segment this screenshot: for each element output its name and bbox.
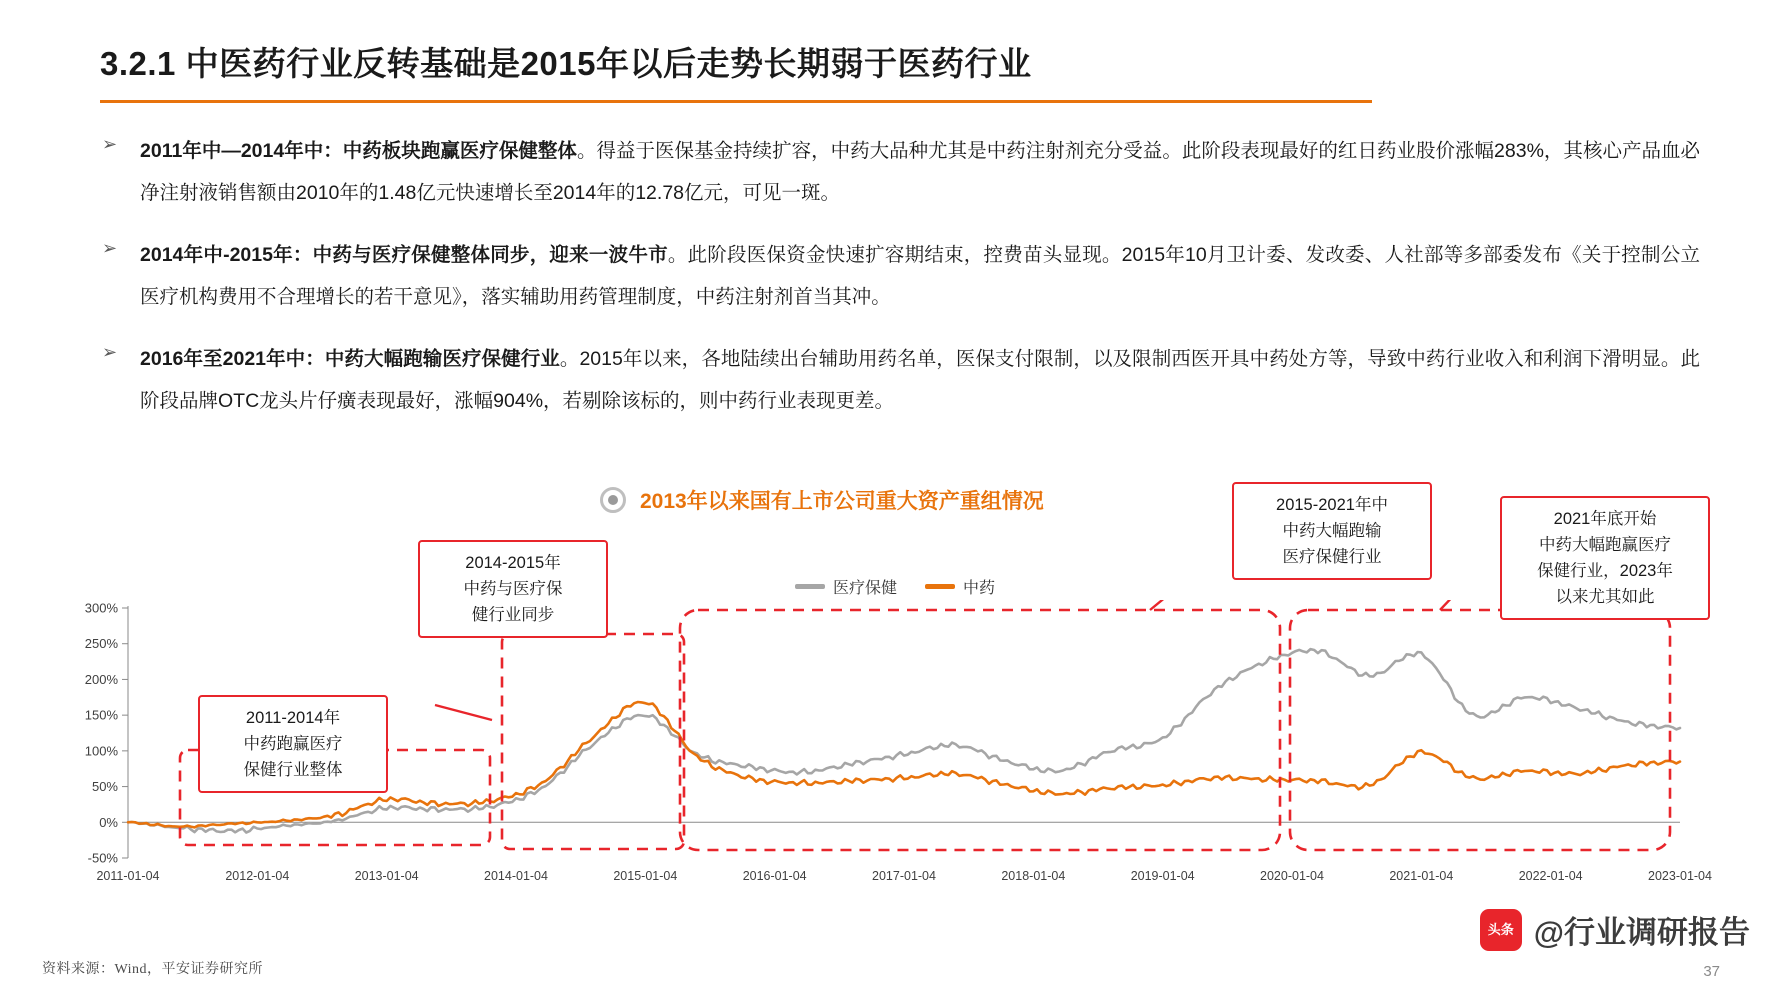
bullet-body: 。2015年以来，各地陆续出台辅助用药名单，医保支付限制，以及限制西医开具中药处方等，导致中药行业收入和利润下滑明显。此阶段品牌OTC龙头片仔癀表现最好，涨幅904%，若剔除该标的，则中药行业表现更差。 (140, 348, 1700, 412)
source-note: 资料来源：Wind，平安证券研究所 (42, 962, 264, 977)
svg-text:200%: 200% (84, 671, 118, 687)
chart-section-heading-label: 2013年以来国有上市公司重大资产重组情况 (640, 490, 1044, 513)
callout-text: 2014-2015年 中药与医疗保 健行业同步 (463, 554, 563, 624)
svg-text:50%: 50% (91, 779, 118, 795)
arrow-bullet-icon: ➢ (102, 134, 118, 154)
watermark (1480, 907, 1750, 952)
bullet-paragraph (140, 338, 1700, 422)
bullet-paragraph (140, 130, 1700, 214)
bullet-lead: 2014年中-2015年：中药与医疗保健整体同步，迎来一波牛市 (140, 244, 668, 266)
svg-text:250%: 250% (84, 636, 118, 652)
callout-2015-2021 (1232, 482, 1432, 580)
callout-text: 2021年底开始 中药大幅跑赢医疗 保健行业，2023年 以来尤其如此 (1537, 510, 1673, 606)
svg-text:2018-01-04: 2018-01-04 (1001, 869, 1066, 883)
page-number: 37 (1703, 963, 1720, 980)
list-item (100, 234, 1700, 318)
svg-text:0%: 0% (99, 814, 118, 830)
list-item (100, 338, 1700, 422)
svg-text:300%: 300% (84, 600, 118, 616)
toutiao-logo-icon: 头条 (1480, 909, 1522, 951)
svg-text:150%: 150% (84, 707, 118, 723)
svg-text:2019-01-04: 2019-01-04 (1130, 869, 1195, 883)
svg-text:2012-01-04: 2012-01-04 (225, 869, 290, 883)
svg-text:2014-01-04: 2014-01-04 (484, 869, 548, 883)
legend-swatch-healthcare (795, 584, 825, 589)
legend-item-healthcare (795, 575, 897, 598)
title-underline (100, 100, 1372, 103)
arrow-bullet-icon: ➢ (102, 238, 118, 258)
bullet-body: 。此阶段医保资金快速扩容期结束，控费苗头显现。2015年10月卫计委、发改委、人社部等多部委发布《关于控制公立医疗机构费用不合理增长的若干意见》，落实辅助用药管理制度，中药注射剂首当其冲。 (140, 244, 1700, 308)
legend-label-tcm: 中药 (963, 580, 996, 597)
svg-text:2013-01-04: 2013-01-04 (354, 869, 419, 883)
chart-legend (795, 575, 995, 598)
svg-text:2020-01-04: 2020-01-04 (1260, 869, 1324, 883)
svg-text:2023-01-04: 2023-01-04 (1648, 869, 1712, 883)
svg-text:100%: 100% (84, 743, 118, 759)
svg-text:2022-01-04: 2022-01-04 (1518, 869, 1583, 883)
svg-text:2015-01-04: 2015-01-04 (613, 869, 678, 883)
bullet-list (100, 130, 1700, 442)
chart-section-heading (600, 485, 1044, 515)
page-title-wrap (100, 38, 1700, 85)
callout-text: 2011-2014年 中药跑赢医疗 保健行业整体 (243, 709, 343, 779)
legend-swatch-tcm (925, 584, 955, 589)
bullseye-icon (600, 487, 626, 513)
watermark-label: @行业调研报告 (1533, 915, 1750, 950)
legend-label-healthcare: 医疗保健 (833, 580, 898, 597)
callout-text: 2015-2021年中 中药大幅跑输 医疗保健行业 (1276, 496, 1388, 566)
svg-text:2011-01-04: 2011-01-04 (96, 869, 160, 883)
legend-item-tcm (925, 575, 995, 598)
list-item (100, 130, 1700, 214)
svg-text:2017-01-04: 2017-01-04 (872, 869, 936, 883)
page-title: 3.2.1 中医药行业反转基础是2015年以后走势长期弱于医药行业 (100, 45, 1032, 82)
svg-text:2021-01-04: 2021-01-04 (1389, 869, 1454, 883)
svg-text:2016-01-04: 2016-01-04 (742, 869, 807, 883)
callout-2014-2015 (418, 540, 608, 638)
svg-text:-50%: -50% (87, 850, 118, 866)
bullet-lead: 2016年至2021年中：中药大幅跑输医疗保健行业 (140, 348, 560, 370)
bullet-paragraph (140, 234, 1700, 318)
callout-2021-onward (1500, 496, 1710, 620)
bullet-lead: 2011年中—2014年中：中药板块跑赢医疗保健整体 (140, 140, 577, 162)
bullet-body: 。得益于医保基金持续扩容，中药大品种尤其是中药注射剂充分受益。此阶段表现最好的红日药业股价涨幅283%，其核心产品血必净注射液销售额由2010年的1.48亿元快速增长至2014年的12.78亿元，可见一斑。 (140, 140, 1701, 204)
arrow-bullet-icon: ➢ (102, 342, 118, 362)
callout-2011-2014 (198, 695, 388, 793)
